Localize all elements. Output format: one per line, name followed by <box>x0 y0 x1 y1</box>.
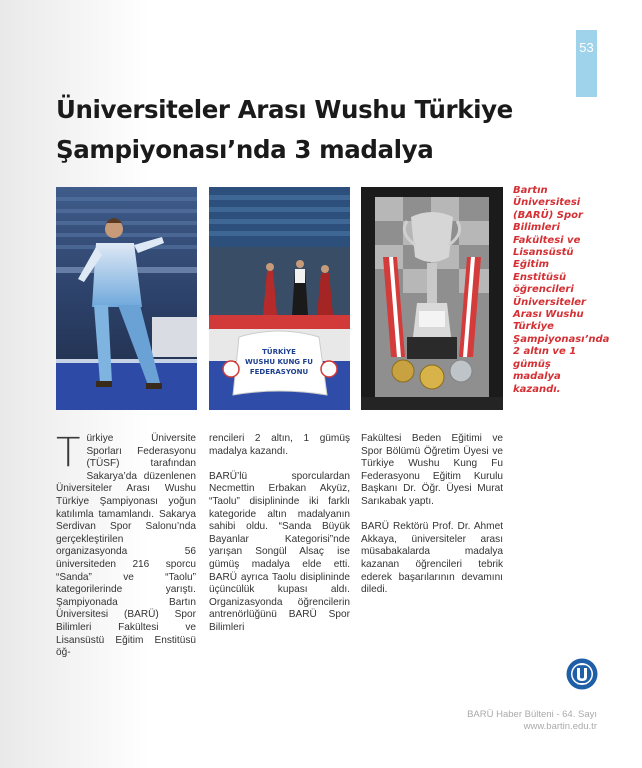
article-column-1 <box>56 430 196 672</box>
footer-publication: BARÜ Haber Bülteni - 64. Sayı <box>467 709 597 720</box>
article-intro-paragraph <box>56 430 196 660</box>
article-column-3 <box>361 433 503 609</box>
article-title <box>56 90 536 170</box>
title-line-1: Üniversiteler Arası Wushu Türkiye <box>56 95 513 124</box>
banner-text-line-3: FEDERASYONU <box>249 368 309 376</box>
university-seal-icon <box>566 658 598 690</box>
page-number: 53 <box>579 40 594 55</box>
banner-text-line-1: TÜRKİYE <box>262 348 296 356</box>
photo-competition-stage <box>209 187 350 410</box>
title-line-2: Şampiyonası’nda 3 madalya <box>56 135 434 164</box>
paragraph-3a: Fakültesi Beden Eğitimi ve Spor Bölümü Öğretim Üyesi ve Türkiye Wushu Kung Fu Federasyonu Eğitim Kurulu Başkanı Dr. Öğr. Üyesi Murat Sarıkabak yaptı. <box>361 433 503 507</box>
photo-athlete-stance <box>56 187 197 410</box>
article-column-2 <box>209 433 350 647</box>
paragraph-3b: BARÜ Rektörü Prof. Dr. Ahmet Akkaya, üniversiteler arası müsabakalarda madalya kazanan öğrencileri tebrik ederek başarılarının devamını diledi. <box>361 521 503 596</box>
paragraph-2a: rencileri 2 altın, 1 gümüş madalya kazandı. <box>209 433 350 457</box>
photo-caption: Bartın Üniversitesi (BARÜ) Spor Bilimleri Fakültesi ve Lisansüstü Eğitim Enstitüsü öğrencileri Üniversiteler Arası Wushu Türkiye Şampiyonası’nda 2 altın ve 1 gümüş madalya kazandı. <box>513 185 610 395</box>
footer-website-link[interactable]: www.bartin.edu.tr <box>523 721 597 732</box>
banner-text-line-2: WUSHU KUNG FU <box>245 358 313 366</box>
paragraph-2b: BARÜ’lü sporculardan Necmettin Erbakan Akyüz, “Taolu” disiplininde iki farklı kategoride altın madalyanın sahibi oldu. “Sanda Büyük Bayanlar Kategorisi”nde yarışan Songül Alsaç ise gümüş madalya elde etti. BARÜ ayrıca Taolu disiplininde üçüncülük kupası aldı. Organizasyonda öğrencilerin antrenörlüğünü BARÜ Spor Bilimleri <box>209 470 350 633</box>
photo-trophy-medals <box>361 187 503 410</box>
drop-cap-letter: T <box>56 430 81 476</box>
intro-text: ürkiye Üniversite Sporları Federasyonu (TÜSF) tarafından Sakarya’da düzenlenen Üniversiteler Arası Wushu Türkiye Şampiyonası yoğun katılımla tamamlandı. Sakarya Serdivan Spor Salonu’nda gerçekleştirilen organizasyonda 56 üniversiteden 216 sporcu “Sanda” ve “Taolu” kategorilerinde yarıştı. Şampiyonada Bartın Üniversitesi (BARÜ) Spor Bilimleri Fakültesi ve Lisansüstü Eğitim Enstitüsü öğ- <box>56 433 196 659</box>
